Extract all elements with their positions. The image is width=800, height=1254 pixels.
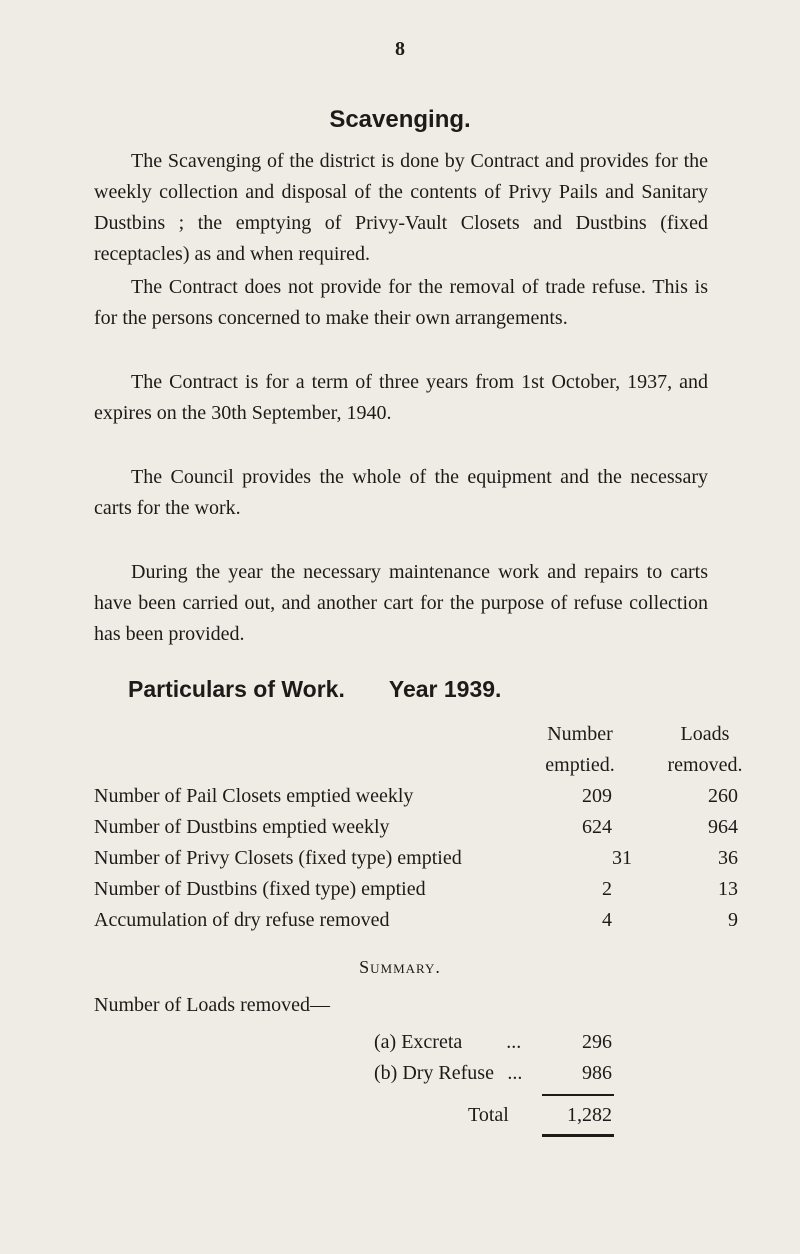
row-loads: 9 bbox=[728, 909, 738, 931]
particulars-year: Year 1939. bbox=[388, 676, 502, 702]
row-number: 2 bbox=[602, 878, 612, 900]
summary-item-value: 986 bbox=[582, 1062, 612, 1084]
summary-item bbox=[374, 1062, 522, 1085]
row-loads: 964 bbox=[708, 816, 738, 838]
row-loads: 13 bbox=[718, 878, 738, 900]
row-number: 624 bbox=[582, 816, 612, 838]
particulars-heading bbox=[128, 676, 501, 703]
summary-item-marker: (a) bbox=[374, 1031, 397, 1053]
summary-item-label: Excreta bbox=[401, 1031, 463, 1053]
row-label: Number of Dustbins emptied weekly bbox=[94, 816, 390, 838]
summary-item-dots: ... bbox=[507, 1062, 523, 1084]
row-loads: 36 bbox=[718, 847, 738, 869]
page-number: 8 bbox=[395, 38, 405, 60]
column-header-number bbox=[520, 719, 640, 781]
column-header-loads-line1: Loads bbox=[680, 723, 730, 745]
particulars-title: Particulars of Work. bbox=[128, 676, 345, 702]
total-rule-bottom bbox=[542, 1134, 614, 1137]
summary-item bbox=[374, 1031, 521, 1054]
row-number: 31 bbox=[612, 847, 632, 869]
row-label: Accumulation of dry refuse removed bbox=[94, 909, 390, 931]
column-header-loads-line2: removed. bbox=[667, 754, 743, 776]
column-header-loads bbox=[650, 719, 760, 781]
column-header-number-line2: emptied. bbox=[545, 754, 615, 776]
paragraph-contract-term: The Contract is for a term of three years from 1st October, 1937, and expires on the 30th September, 1940. bbox=[94, 371, 708, 424]
total-rule-top bbox=[542, 1094, 614, 1096]
paragraph-equipment: The Council provides the whole of the equipment and the necessary carts for the work. bbox=[94, 466, 708, 519]
summary-item-marker: (b) bbox=[374, 1062, 398, 1084]
paragraph-maintenance: During the year the necessary maintenance work and repairs to carts have been carried out, and another cart for the purpose of refuse collection has been provided. bbox=[94, 561, 708, 645]
paragraph-contract-scope: The Scavenging of the district is done by Contract and provides for the weekly collection and disposal of the contents of Privy Pails and Sanitary Dustbins ; the emptying of Privy-Vault Closets and Dustbins (fixed receptacles) as and when required. bbox=[94, 150, 708, 265]
row-label: Number of Pail Closets emptied weekly bbox=[94, 785, 414, 807]
row-label: Number of Dustbins (fixed type) emptied bbox=[94, 878, 426, 900]
row-loads: 260 bbox=[708, 785, 738, 807]
summary-heading: Summary. bbox=[359, 957, 441, 977]
paragraph-trade-refuse: The Contract does not provide for the removal of trade refuse. This is for the persons concerned to make their own arrangements. bbox=[94, 276, 708, 329]
summary-item-label: Dry Refuse bbox=[402, 1062, 494, 1084]
column-header-number-line1: Number bbox=[547, 723, 613, 745]
total-label: Total bbox=[468, 1104, 509, 1126]
section-heading: Scavenging. bbox=[329, 106, 471, 133]
row-number: 209 bbox=[582, 785, 612, 807]
row-number: 4 bbox=[602, 909, 612, 931]
summary-item-dots: ... bbox=[506, 1031, 522, 1053]
summary-item-value: 296 bbox=[582, 1031, 612, 1053]
total-value: 1,282 bbox=[567, 1104, 612, 1126]
summary-label: Number of Loads removed— bbox=[94, 994, 331, 1016]
row-label: Number of Privy Closets (fixed type) emptied bbox=[94, 847, 462, 869]
